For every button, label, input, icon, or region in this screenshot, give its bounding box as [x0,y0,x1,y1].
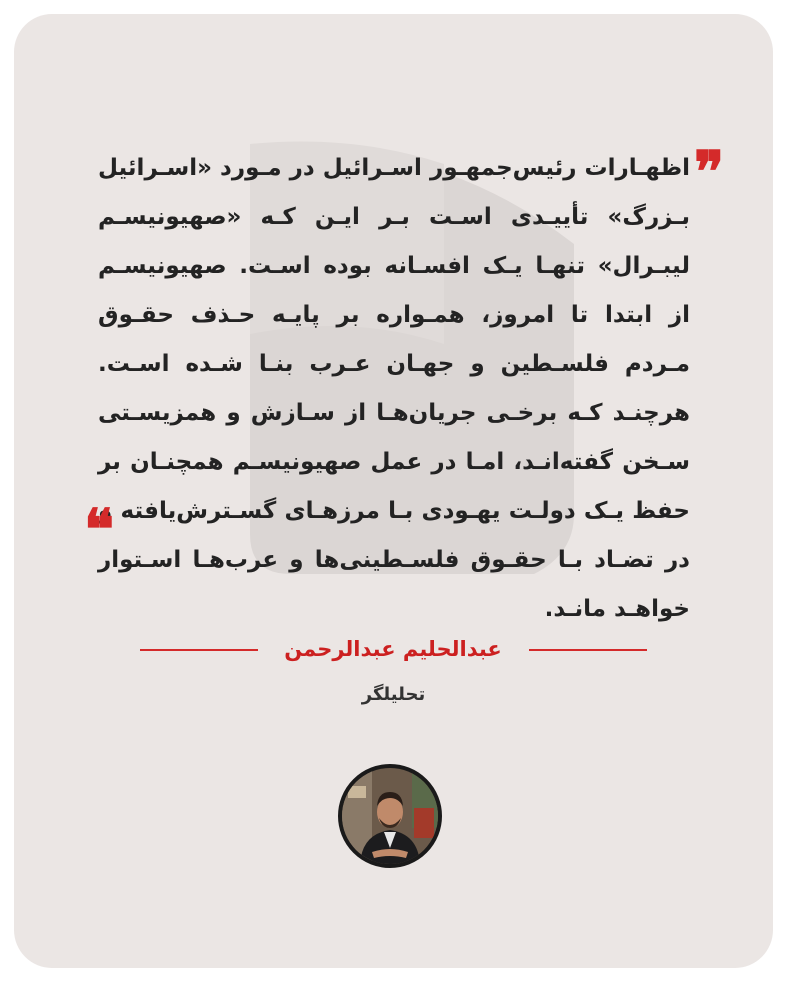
divider-line-left [140,649,258,651]
author-name: عبدالحلیم عبدالرحمن [284,637,502,661]
author-role: تحلیلگر [361,684,426,705]
quote-close-icon: ❝ [84,497,115,563]
avatar-portrait-icon [342,768,438,864]
author-row [14,632,773,666]
avatar [338,764,442,868]
quote-card [14,14,773,968]
divider-line-right [529,649,647,651]
quote-open-icon: ❞ [694,139,725,205]
quote-text: اظهـارات رئیس‌جمهـور اسـرائیل در مـورد «اسـرائیل بـزرگ» تأییـدی اسـت بـر ایـن کـه «صهیونیسـم لیبـرال» تنهـا یـک افسـانه بوده اسـت. صهیونیسـم از ابتدا تا امروز، همـواره بر پایـه حـذف حقـوق مـردم فلسـطین و جهـان عـرب بنـا شـده اسـت. هرچنـد کـه برخـی جریان‌هـا از سـازش و همزیسـتی سـخن گفته‌انـد، امـا در عمل صهیونیسـم همچنـان بر حفظ یـک دولـت یهـودی بـا مرزهـای گسـترش‌یافته و در تضـاد بـا حقـوق فلسـطینی‌ها و عرب‌هـا اسـتوار خواهـد مانـد. [98,155,690,622]
